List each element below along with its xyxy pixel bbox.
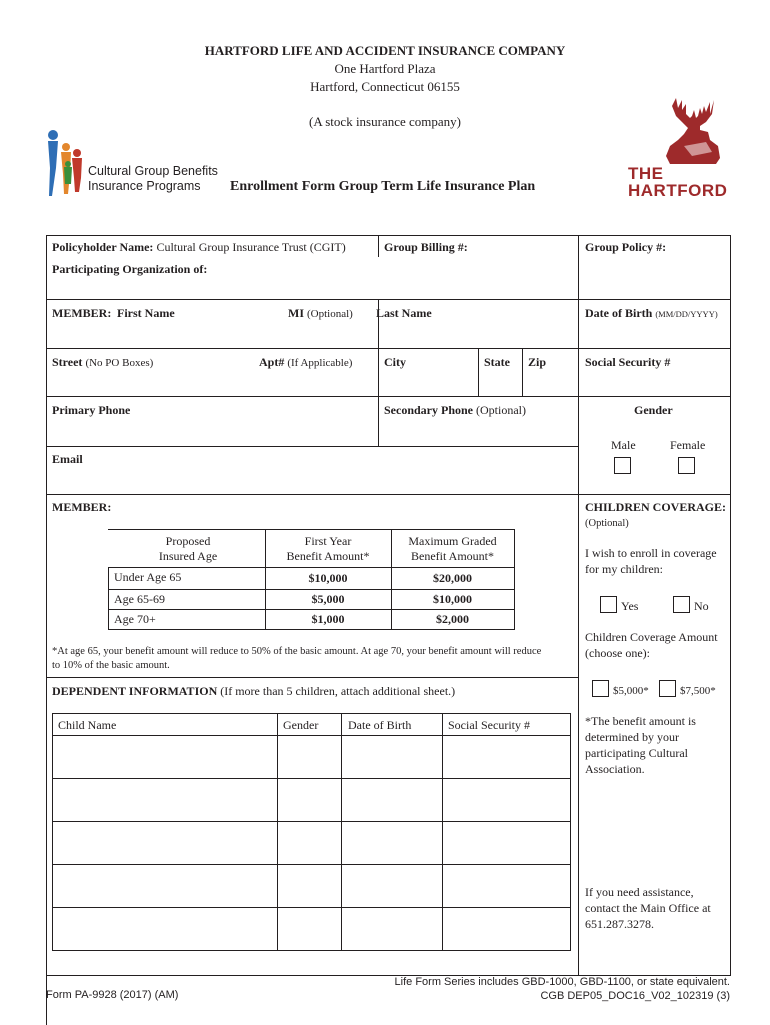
children-yes-checkbox[interactable]	[600, 596, 617, 613]
col-ssn: Social Security #	[448, 718, 530, 732]
policyholder-label: Policyholder Name:	[52, 240, 154, 254]
company-address-line1: One Hartford Plaza	[334, 61, 436, 76]
hartford-logo-line1: THE	[628, 164, 664, 183]
grid-line	[578, 235, 579, 975]
ssn-label: Social Security #	[585, 355, 671, 369]
grid-line	[522, 348, 523, 397]
footnote-line1: *At age 65, your benefit amount will reduce to 50% of the basic amount. At age 70, your benefit amount will reduce	[52, 646, 542, 657]
mi-note: (Optional)	[307, 308, 353, 320]
children-no-label: No	[694, 599, 709, 613]
grid-line	[46, 677, 579, 678]
male-checkbox[interactable]	[614, 457, 631, 474]
zip-label: Zip	[528, 355, 547, 369]
col-max-header-line2: Benefit Amount*	[411, 549, 494, 563]
amount-5000-checkbox[interactable]	[592, 680, 609, 697]
form-series: Life Form Series includes GBD-1000, GBD-1100, or state equivalent.	[394, 976, 730, 988]
row1-first: $10,000	[308, 571, 348, 585]
secondary-phone-note: (Optional)	[476, 403, 527, 417]
col-age-header-line2: Insured Age	[158, 549, 218, 563]
cgb-logo-line1: Cultural Group Benefits	[88, 164, 218, 178]
row1-max: $20,000	[433, 571, 472, 585]
help-line2: contact the Main Office at	[585, 901, 711, 915]
col-age-header-line1: Proposed	[165, 534, 211, 548]
row1-age: Under Age 65	[114, 570, 182, 584]
col-gender: Gender	[283, 718, 319, 732]
benefit-table	[108, 529, 515, 630]
apt-label: Apt#	[259, 355, 285, 369]
company-note: (A stock insurance company)	[309, 114, 461, 129]
note-line4: Association.	[585, 762, 645, 776]
cgb-logo-line2: Insurance Programs	[88, 179, 201, 193]
mi-label: MI	[288, 306, 304, 320]
dependent-title-note: (If more than 5 children, attach additional sheet.)	[220, 684, 456, 698]
col-max-header-line1: Maximum Graded	[408, 534, 497, 548]
apt-field	[259, 355, 352, 371]
first-name-label: First Name	[117, 306, 175, 320]
row3-first: $1,000	[311, 612, 345, 626]
col-first-header-line1: First Year	[304, 534, 352, 548]
footnote-line2: to 10% of the basic amount.	[52, 660, 170, 671]
grid-line	[46, 348, 731, 349]
group-billing-label: Group Billing #:	[384, 240, 468, 254]
grid-line	[46, 235, 47, 1025]
row2-age: Age 65-69	[114, 592, 165, 606]
children-coverage-optional: (Optional)	[585, 518, 629, 529]
street-label: Street	[52, 355, 83, 369]
grid-line	[378, 299, 379, 447]
female-checkbox[interactable]	[678, 457, 695, 474]
dependent-row-5[interactable]	[53, 908, 277, 950]
apt-note: (If Applicable)	[287, 357, 353, 369]
row3-max: $2,000	[436, 612, 469, 626]
enroll-text-line2: for my children:	[585, 562, 663, 576]
enroll-text-line1: I wish to enroll in coverage	[585, 546, 717, 560]
benefit-member-label: MEMBER:	[52, 500, 112, 514]
grid-line	[46, 494, 731, 495]
secondary-phone-field	[384, 403, 526, 418]
children-yes-label: Yes	[621, 599, 639, 613]
grid-line	[46, 396, 731, 397]
primary-phone-label: Primary Phone	[52, 403, 131, 417]
amount-7500-checkbox[interactable]	[659, 680, 676, 697]
col-max-header	[391, 534, 514, 564]
cgb-logo-icon	[42, 126, 87, 198]
col-child-name: Child Name	[58, 718, 117, 732]
children-coverage-title: CHILDREN COVERAGE:	[585, 500, 727, 514]
state-label: State	[484, 355, 510, 369]
grid-line	[46, 446, 579, 447]
grid-line	[46, 299, 731, 300]
dependent-table	[52, 713, 571, 951]
row3-age: Age 70+	[114, 612, 156, 626]
dependent-row-1[interactable]	[53, 736, 277, 778]
secondary-phone-label: Secondary Phone	[384, 403, 474, 417]
dependent-row-3[interactable]	[53, 822, 277, 864]
group-policy-label: Group Policy #:	[585, 240, 667, 254]
grid-line	[46, 235, 731, 236]
street-field	[52, 355, 153, 371]
dob-field	[585, 306, 718, 322]
col-first-header	[265, 534, 391, 564]
female-label: Female	[670, 438, 706, 452]
col-age-header	[128, 534, 248, 564]
policyholder-value: Cultural Group Insurance Trust (CGIT)	[156, 240, 346, 254]
grid-line	[378, 235, 379, 257]
member-label: MEMBER:	[52, 306, 112, 320]
amount-5000-label: $5,000*	[613, 685, 649, 697]
male-label: Male	[611, 438, 636, 452]
street-note: (No PO Boxes)	[85, 357, 154, 369]
participating-org-label: Participating Organization of:	[52, 262, 208, 276]
col-dob: Date of Birth	[348, 718, 412, 732]
amount-7500-label: $7,500*	[680, 685, 716, 697]
note-line3: participating Cultural	[585, 746, 688, 760]
grid-line	[478, 348, 479, 397]
last-name-label: Last Name	[376, 306, 432, 320]
col-first-header-line2: Benefit Amount*	[286, 549, 370, 563]
note-line2: determined by your	[585, 730, 679, 744]
help-line3: 651.287.3278.	[585, 917, 654, 931]
policyholder-field	[52, 240, 346, 255]
email-label: Email	[52, 452, 83, 466]
grid-line	[730, 235, 731, 975]
gender-label: Gender	[634, 403, 673, 417]
dependent-title-label: DEPENDENT INFORMATION	[52, 684, 218, 698]
dob-label: Date of Birth	[585, 306, 653, 320]
dependent-row-4[interactable]	[53, 865, 277, 907]
stag-icon	[656, 96, 732, 166]
form-number: Form PA-9928 (2017) (AM)	[46, 989, 179, 1001]
city-label: City	[384, 355, 406, 369]
doc-code: CGB DEP05_DOC16_V02_102319 (3)	[540, 990, 730, 1002]
amount-text-line1: Children Coverage Amount	[585, 630, 718, 644]
form-title: Enrollment Form Group Term Life Insurance Plan	[230, 179, 536, 194]
help-line1: If you need assistance,	[585, 885, 694, 899]
dependent-row-2[interactable]	[53, 779, 277, 821]
row2-first: $5,000	[311, 592, 345, 606]
dependent-title	[52, 684, 455, 699]
dob-note: (MM/DD/YYYY)	[655, 309, 718, 319]
children-no-checkbox[interactable]	[673, 596, 690, 613]
row2-max: $10,000	[433, 592, 472, 606]
company-address-line2: Hartford, Connecticut 06155	[310, 79, 460, 94]
hartford-logo-line2: HARTFORD	[628, 181, 728, 200]
mi-field	[288, 306, 353, 322]
note-line1: *The benefit amount is	[585, 714, 696, 728]
company-name: HARTFORD LIFE AND ACCIDENT INSURANCE COMPANY	[204, 43, 566, 58]
amount-text-line2: (choose one):	[585, 646, 650, 660]
